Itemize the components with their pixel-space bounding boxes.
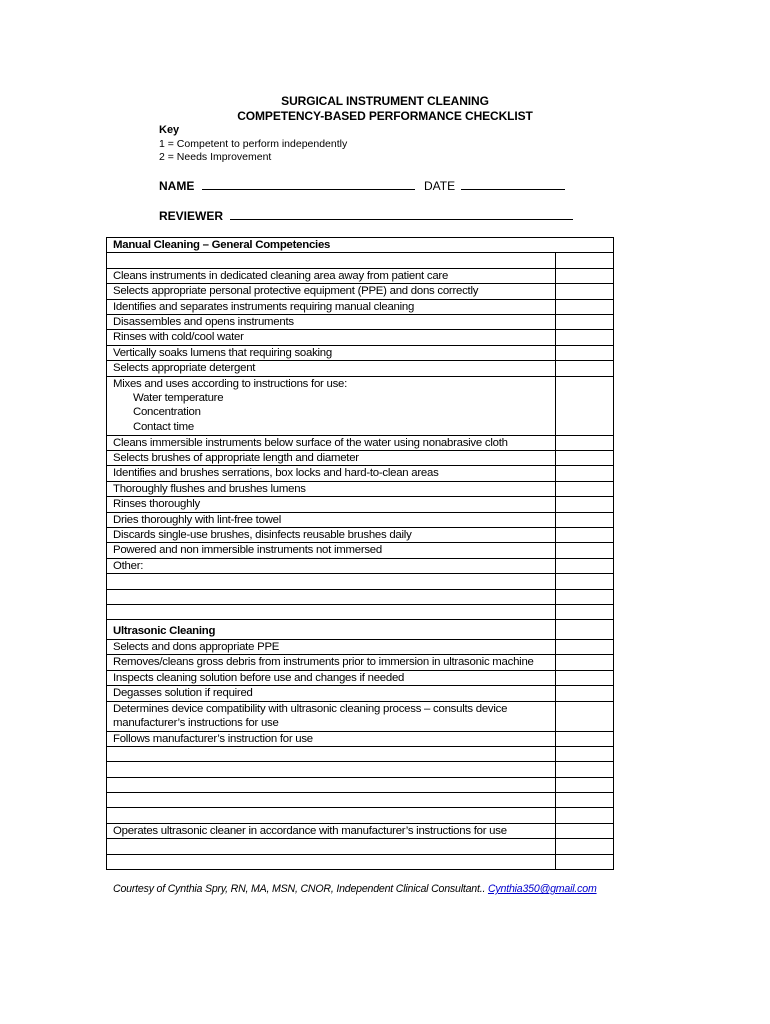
checklist-item: Cleans instruments in dedicated cleaning area away from patient care	[107, 268, 556, 283]
table-row	[107, 330, 614, 345]
table-row	[107, 839, 614, 854]
score-cell[interactable]	[556, 777, 614, 792]
score-cell[interactable]	[556, 686, 614, 701]
document-title-line1: SURGICAL INSTRUMENT CLEANING	[281, 94, 489, 108]
table-row	[107, 854, 614, 869]
section-header-row	[107, 620, 614, 639]
checklist-item: Mixes and uses according to instructions for use:	[113, 377, 348, 390]
checklist-item: Operates ultrasonic cleaner in accordance with manufacturer’s instructions for use	[107, 823, 556, 838]
name-label: NAME	[159, 179, 195, 193]
checklist-item: Degasses solution if required	[107, 686, 556, 701]
table-row	[107, 558, 614, 573]
footer-credit	[113, 883, 597, 895]
score-cell[interactable]	[556, 808, 614, 823]
checklist-table	[106, 237, 614, 870]
score-cell[interactable]	[556, 762, 614, 777]
key-item-2: 2 = Needs Improvement	[159, 151, 272, 163]
checklist-item: Vertically soaks lumens that requiring soaking	[107, 345, 556, 360]
table-row	[107, 731, 614, 746]
reviewer-input-line[interactable]	[230, 208, 573, 220]
checklist-item: Selects appropriate personal protective equipment (PPE) and dons correctly	[107, 284, 556, 299]
score-cell[interactable]	[556, 451, 614, 466]
score-cell[interactable]	[556, 528, 614, 543]
score-cell[interactable]	[556, 823, 614, 838]
table-row	[107, 686, 614, 701]
name-field	[159, 178, 415, 193]
checklist-item: Dries thoroughly with lint-free towel	[107, 512, 556, 527]
score-cell[interactable]	[556, 655, 614, 670]
blank-item[interactable]	[107, 777, 556, 792]
blank-item[interactable]	[107, 762, 556, 777]
checklist-item: Selects brushes of appropriate length and diameter	[107, 451, 556, 466]
score-cell[interactable]	[556, 268, 614, 283]
blank-item[interactable]	[107, 746, 556, 761]
table-row	[107, 268, 614, 283]
ultrasonic-section-heading: Ultrasonic Cleaning	[107, 620, 556, 639]
table-row	[107, 315, 614, 330]
score-cell[interactable]	[556, 854, 614, 869]
score-cell[interactable]	[556, 589, 614, 604]
blank-item[interactable]	[107, 589, 556, 604]
score-cell[interactable]	[556, 466, 614, 481]
checklist-item: Thoroughly flushes and brushes lumens	[107, 481, 556, 496]
checklist-item-group	[107, 376, 556, 435]
key-heading: Key	[159, 124, 180, 136]
table-row	[107, 253, 614, 268]
table-row	[107, 299, 614, 314]
score-cell[interactable]	[556, 376, 614, 435]
score-cell[interactable]	[556, 299, 614, 314]
reviewer-field	[159, 208, 573, 223]
score-cell[interactable]	[556, 497, 614, 512]
checklist-item: Discards single-use brushes, disinfects reusable brushes daily	[107, 528, 556, 543]
checklist-item: Rinses with cold/cool water	[107, 330, 556, 345]
checklist-subitem: Contact time	[133, 420, 194, 433]
checklist-item: Cleans immersible instruments below surface of the water using nonabrasive cloth	[107, 435, 556, 450]
table-row	[107, 655, 614, 670]
key-item-1: 1 = Competent to perform independently	[159, 138, 348, 150]
name-input-line[interactable]	[202, 178, 415, 190]
score-cell[interactable]	[556, 481, 614, 496]
checklist-item: Identifies and separates instruments requiring manual cleaning	[107, 299, 556, 314]
table-row	[107, 451, 614, 466]
checklist-item: Determines device compatibility with ultrasonic cleaning process – consults device manufacturer’s instructions for use	[107, 701, 556, 731]
score-cell[interactable]	[556, 315, 614, 330]
table-row	[107, 589, 614, 604]
table-row	[107, 670, 614, 685]
checklist-item: Inspects cleaning solution before use and changes if needed	[107, 670, 556, 685]
checklist-item: Follows manufacturer’s instruction for use	[107, 731, 556, 746]
table-row	[107, 746, 614, 761]
blank-item[interactable]	[107, 839, 556, 854]
email-link[interactable]: Cynthia350@gmail.com	[487, 883, 597, 895]
table-row	[107, 435, 614, 450]
table-row	[107, 823, 614, 838]
checklist-item: Powered and non immersible instruments not immersed	[107, 543, 556, 558]
blank-item[interactable]	[107, 574, 556, 589]
checklist-item: Identifies and brushes serrations, box locks and hard-to-clean areas	[107, 466, 556, 481]
checklist-subitem: Water temperature	[133, 392, 224, 405]
blank-item[interactable]	[107, 808, 556, 823]
reviewer-label: REVIEWER	[159, 209, 224, 223]
score-cell[interactable]	[556, 253, 614, 268]
table-row	[107, 574, 614, 589]
table-row	[107, 361, 614, 376]
score-cell[interactable]	[556, 574, 614, 589]
score-cell[interactable]	[556, 345, 614, 360]
date-input-line[interactable]	[461, 178, 565, 190]
table-row	[107, 481, 614, 496]
score-cell[interactable]	[556, 435, 614, 450]
score-cell[interactable]	[556, 330, 614, 345]
score-cell[interactable]	[556, 284, 614, 299]
checklist-item: Other:	[107, 558, 556, 573]
score-cell[interactable]	[556, 558, 614, 573]
table-row	[107, 701, 614, 731]
table-row	[107, 497, 614, 512]
score-cell[interactable]	[556, 361, 614, 376]
table-row	[107, 528, 614, 543]
table-row	[107, 345, 614, 360]
table-row	[107, 793, 614, 808]
score-cell[interactable]	[556, 746, 614, 761]
checklist-item: Rinses thoroughly	[107, 497, 556, 512]
table-row	[107, 543, 614, 558]
section-header-row	[107, 238, 614, 253]
table-row	[107, 512, 614, 527]
score-cell[interactable]	[556, 701, 614, 731]
score-cell[interactable]	[556, 670, 614, 685]
table-row	[107, 808, 614, 823]
blank-item[interactable]	[107, 854, 556, 869]
score-cell[interactable]	[556, 839, 614, 854]
score-cell[interactable]	[556, 512, 614, 527]
date-label: DATE	[424, 179, 456, 193]
table-row	[107, 605, 614, 620]
score-cell[interactable]	[556, 605, 614, 620]
score-cell[interactable]	[556, 731, 614, 746]
table-row	[107, 466, 614, 481]
blank-item[interactable]	[107, 605, 556, 620]
checklist-item: Selects appropriate detergent	[107, 361, 556, 376]
score-cell[interactable]	[556, 543, 614, 558]
document-title-line2: COMPETENCY-BASED PERFORMANCE CHECKLIST	[237, 109, 533, 123]
manual-section-heading: Manual Cleaning – General Competencies	[107, 238, 614, 253]
checklist-item: Removes/cleans gross debris from instruments prior to immersion in ultrasonic machine	[107, 655, 556, 670]
checklist-item: Selects and dons appropriate PPE	[107, 639, 556, 654]
checklist-item: Disassembles and opens instruments	[107, 315, 556, 330]
checklist-subitem: Concentration	[133, 406, 201, 419]
table-row	[107, 639, 614, 654]
table-row	[107, 376, 614, 435]
score-cell[interactable]	[556, 793, 614, 808]
table-row	[107, 777, 614, 792]
table-row	[107, 762, 614, 777]
date-field	[424, 178, 565, 193]
table-row	[107, 284, 614, 299]
blank-item[interactable]	[107, 793, 556, 808]
score-cell[interactable]	[556, 639, 614, 654]
credit-text: Courtesy of Cynthia Spry, RN, MA, MSN, CNOR, Independent Clinical Consultant..	[113, 883, 486, 895]
